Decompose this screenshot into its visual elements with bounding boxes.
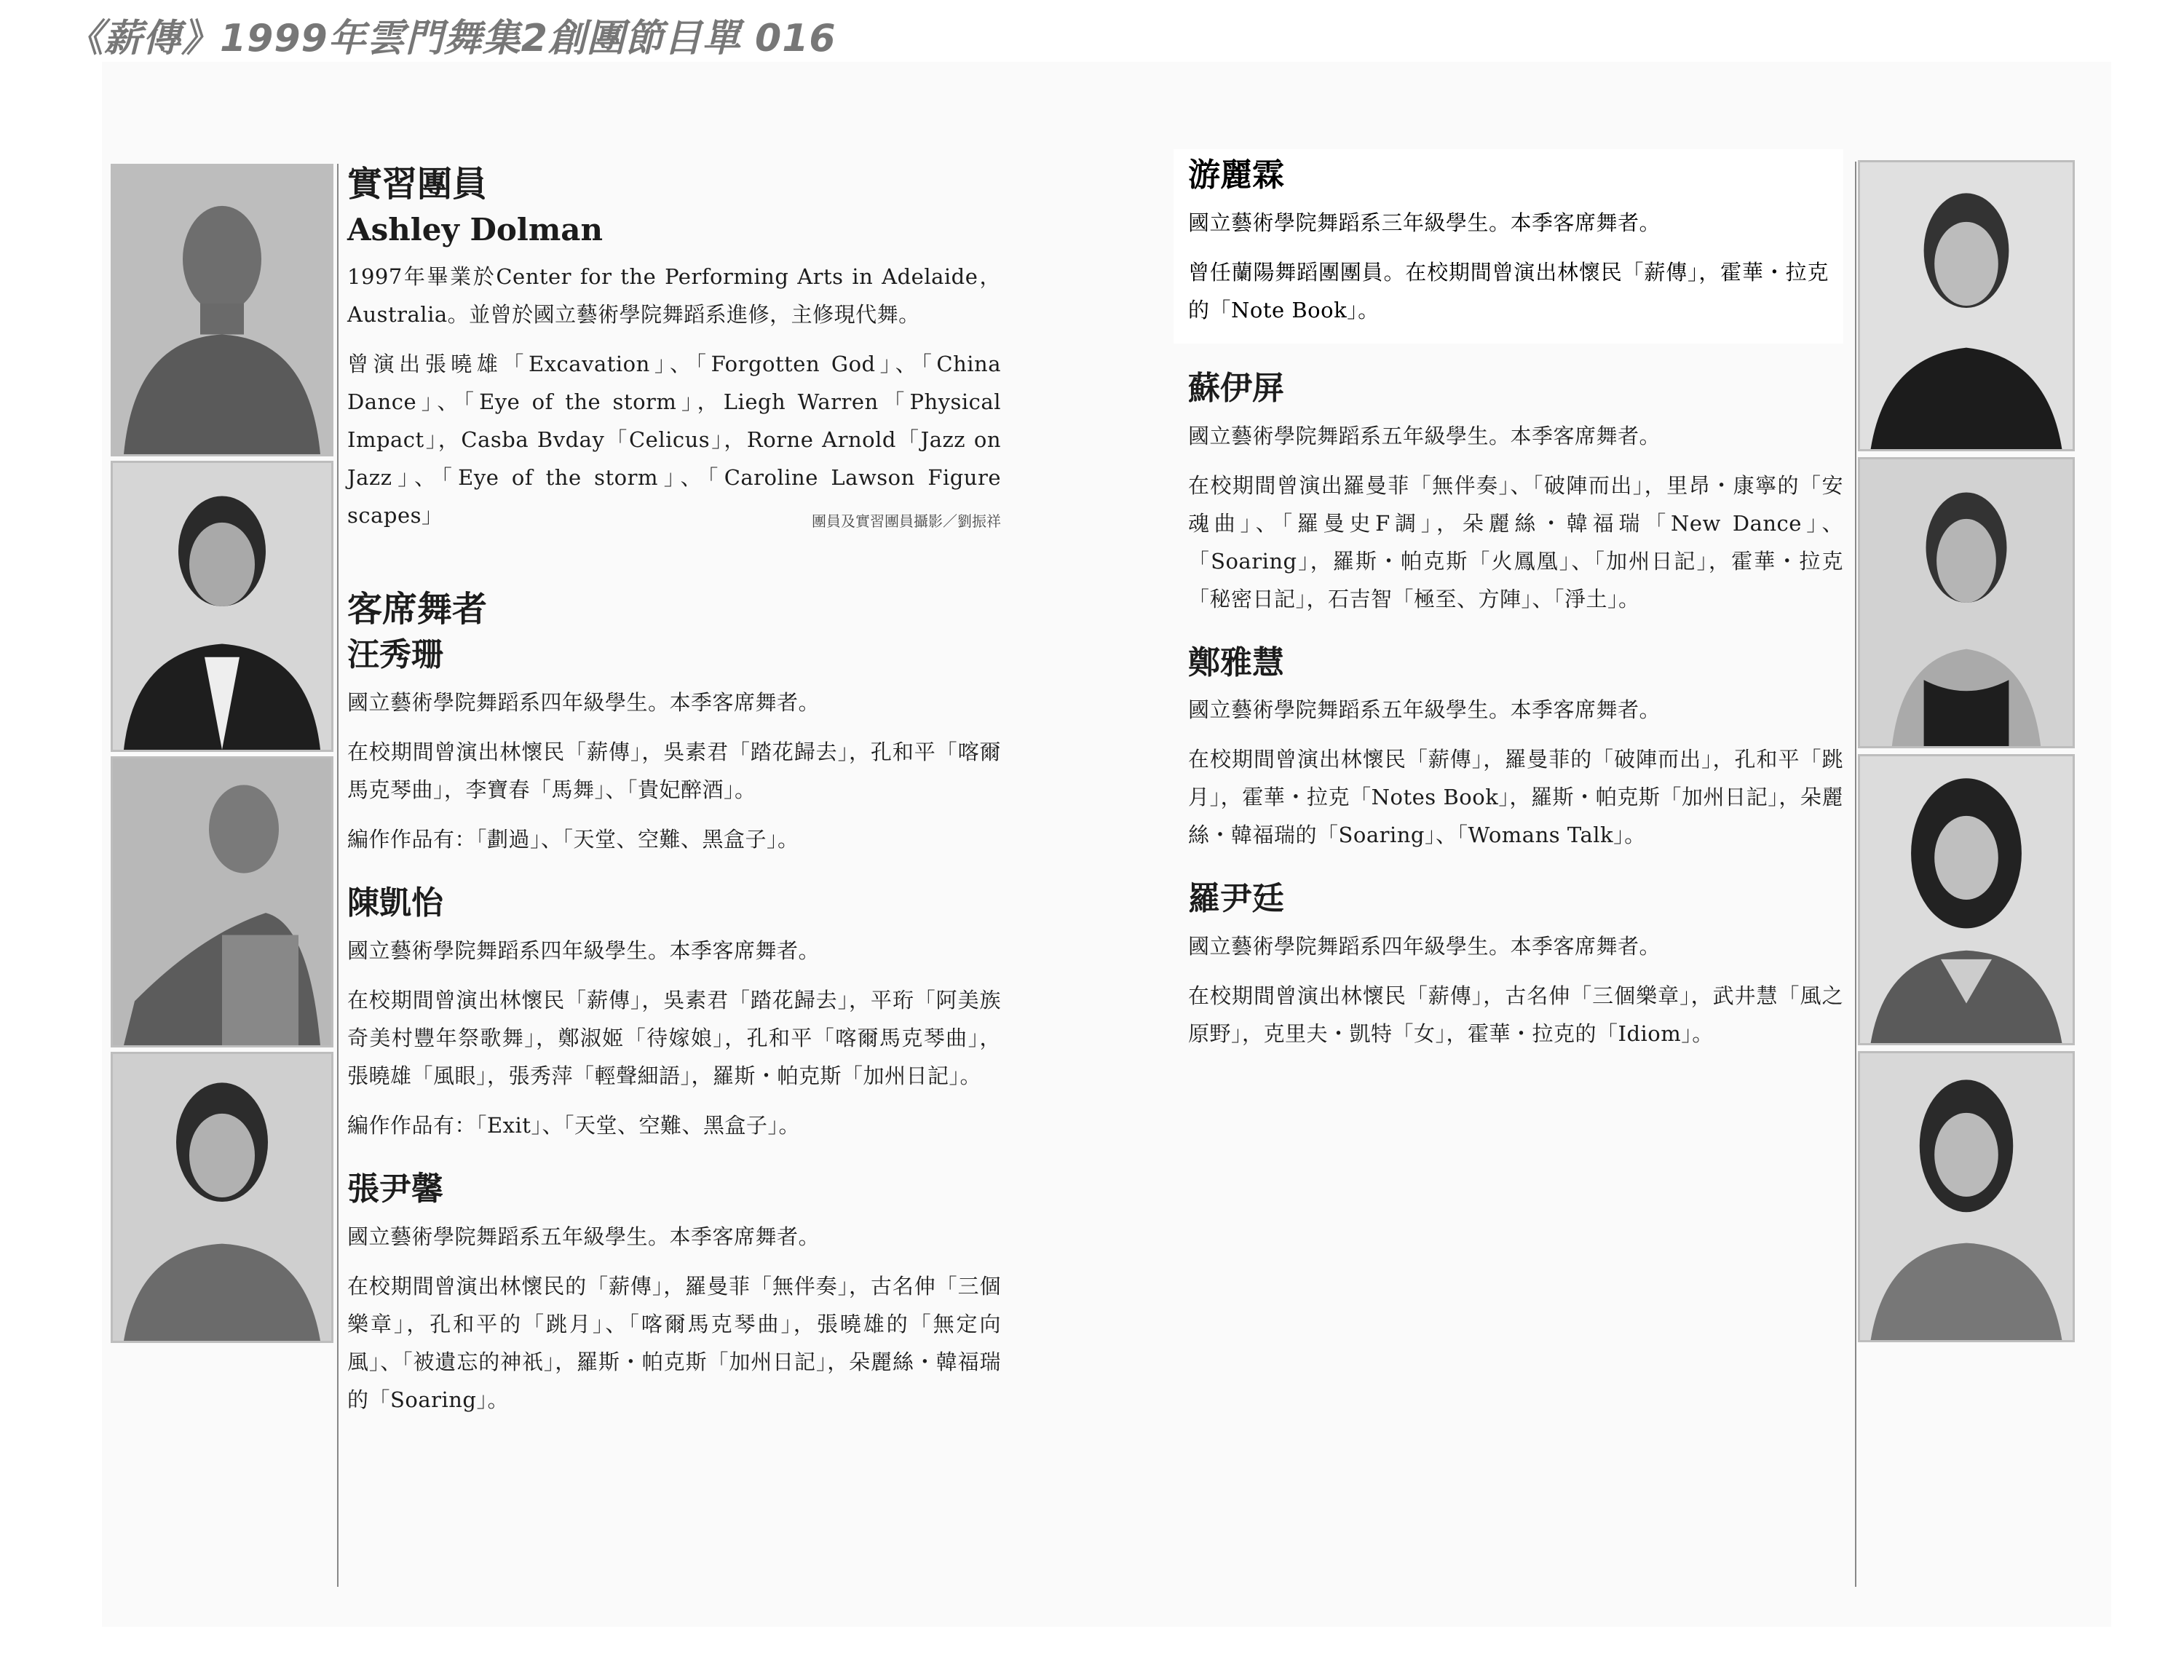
dancer-name: 蘇伊屏 [1188,369,1284,407]
right-text-column [1188,149,1843,1064]
portrait-chang-yin-hsin [111,1052,333,1343]
portrait-su-yi-ping [1858,457,2075,748]
dancer-bio-paragraph: 國立藝術學院舞蹈系四年級學生。本季客席舞者。 [1188,934,1661,959]
portrait-image [113,1054,331,1341]
guest-dancer-entry [1188,370,1843,618]
dancer-bio-paragraph: 編作作品有：「Exit」、「天堂、空難、黑盒子」。 [347,1112,800,1138]
dancer-bio-paragraph: 在校期間曾演出林懷民「薪傳」，吳素君「踏花歸去」，平珩「阿美族奇美村豐年祭歌舞」，鄭淑姬「待嫁娘」，孔和平「喀爾馬克琴曲」，張曉雄「風眼」，張秀萍「輕聲細語」，羅斯・帕克斯「加州日記」。 [347,987,1001,1088]
portrait-lo-yin-ting [1858,1051,2075,1342]
dancer-name: 陳凱怡 [347,884,443,922]
dancer-bio-paragraph: 編作作品有：「劃過」、「天堂、空難、黑盒子」。 [347,826,799,852]
portrait-image [1860,1053,2073,1340]
dancer-bio-paragraph: 國立藝術學院舞蹈系四年級學生。本季客席舞者。 [347,938,820,963]
guest-dancer-entry [347,884,1001,1144]
dancer-bio-paragraph: 在校期間曾演出林懷民「薪傳」，羅曼菲的「破陣而出」，孔和平「跳月」，霍華・拉克「Notes Book」，羅斯・帕克斯「加州日記」，朵麗絲・韓福瑞的「Soaring」、「Womans Talk」。 [1188,747,1843,848]
dancer-bio-paragraph: 國立藝術學院舞蹈系四年級學生。本季客席舞者。 [347,689,820,715]
right-column-divider [1855,162,1856,1587]
portrait-yu-li-lin [1858,160,2075,451]
portrait-image [1860,756,2073,1043]
intern-bio-performances: 曾演出張曉雄「Excavation」、「Forgotten God」、「China Dance」、「Eye of the storm」，Liegh Warren「Physical Impact」，Casba Bvday「Celicus」，Rorne Arnold「Jazz on Jazz」、「Eye of the storm」、「Caroline Lawson Figure scapes」 [347,351,1001,528]
guest-dancer-entry [1188,644,1843,855]
guest-dancer-entry [347,1170,1001,1419]
portrait-image [1860,162,2073,449]
portrait-cheng-ya-hui [1858,754,2075,1045]
page-header-title: 《薪傳》1999年雲門舞集2創團節目單 016 [66,17,836,60]
left-column-divider [337,164,339,1587]
portrait-ashley-dolman [111,164,333,456]
dancer-bio-paragraph: 曾任蘭陽舞蹈團團員。在校期間曾演出林懷民「薪傳」，霍華・拉克的「Note Book」。 [1188,259,1829,322]
portrait-wang-hsiu-shan [111,461,333,752]
dancer-bio-paragraph: 在校期間曾演出羅曼菲「無伴奏」、「破陣而出」，里昂・康寧的「安魂曲」、「羅曼史F調」，朵麗絲・韓福瑞「New Dance」、「Soaring」，羅斯・帕克斯「火鳳凰」、「加州日記」，霍華・拉克「秘密日記」，石吉智「極至、方陣」、「淨土」。 [1188,472,1843,611]
dancer-bio-paragraph: 國立藝術學院舞蹈系五年級學生。本季客席舞者。 [1188,697,1661,723]
intern-bio-education: 1997年畢業於Center for the Performing Arts in Adelaide，Australia。並曾於國立藝術學院舞蹈系進修，主修現代舞。 [347,264,1001,327]
portrait-image [113,463,331,750]
dancer-bio-paragraph: 國立藝術學院舞蹈系五年級學生。本季客席舞者。 [1188,423,1661,448]
guest-dancer-entry [1174,149,1843,344]
dancer-bio-paragraph: 在校期間曾演出林懷民「薪傳」，古名伸「三個樂章」，武井慧「風之原野」，克里夫・凱特「女」，霍華・拉克的「Idiom」。 [1188,983,1843,1047]
dancer-name: 鄭雅慧 [1188,643,1284,681]
portrait-image [1860,459,2073,746]
dancer-bio-paragraph: 在校期間曾演出林懷民的「薪傳」，羅曼菲「無伴奏」，古名伸「三個樂章」，孔和平的「跳月」、「喀爾馬克琴曲」，張曉雄的「無定向風」、「被遺忘的神祇」，羅斯・帕克斯「加州日記」，朵麗絲・韓福瑞的「Soaring」。 [347,1273,1001,1412]
dancer-name: 游麗霖 [1188,156,1284,194]
intern-name: Ashley Dolman [347,211,604,247]
guest-dancer-entry [1188,880,1843,1053]
portrait-image [113,166,331,454]
portrait-image [113,758,331,1045]
guest-dancer-entry [347,636,1001,858]
dancer-bio-paragraph: 在校期間曾演出林懷民「薪傳」，吳素君「踏花歸去」，孔和平「喀爾馬克琴曲」，李寶春「馬舞」、「貴妃醉酒」。 [347,739,1001,802]
dancer-name: 羅尹廷 [1188,880,1284,918]
dancer-name: 張尹馨 [347,1170,443,1208]
section-title-guest-dancers: 客席舞者 [347,588,488,630]
portrait-chen-kai-yi [111,756,333,1047]
photo-credit: 團員及實習團員攝影／劉振祥 [812,512,1001,530]
section-title-interns: 實習團員 [347,164,488,205]
dancer-bio-paragraph: 國立藝術學院舞蹈系三年級學生。本季客席舞者。 [1188,210,1661,235]
dancer-name: 汪秀珊 [347,636,443,674]
dancer-bio-paragraph: 國立藝術學院舞蹈系五年級學生。本季客席舞者。 [347,1224,820,1249]
left-text-column [347,164,1001,1430]
